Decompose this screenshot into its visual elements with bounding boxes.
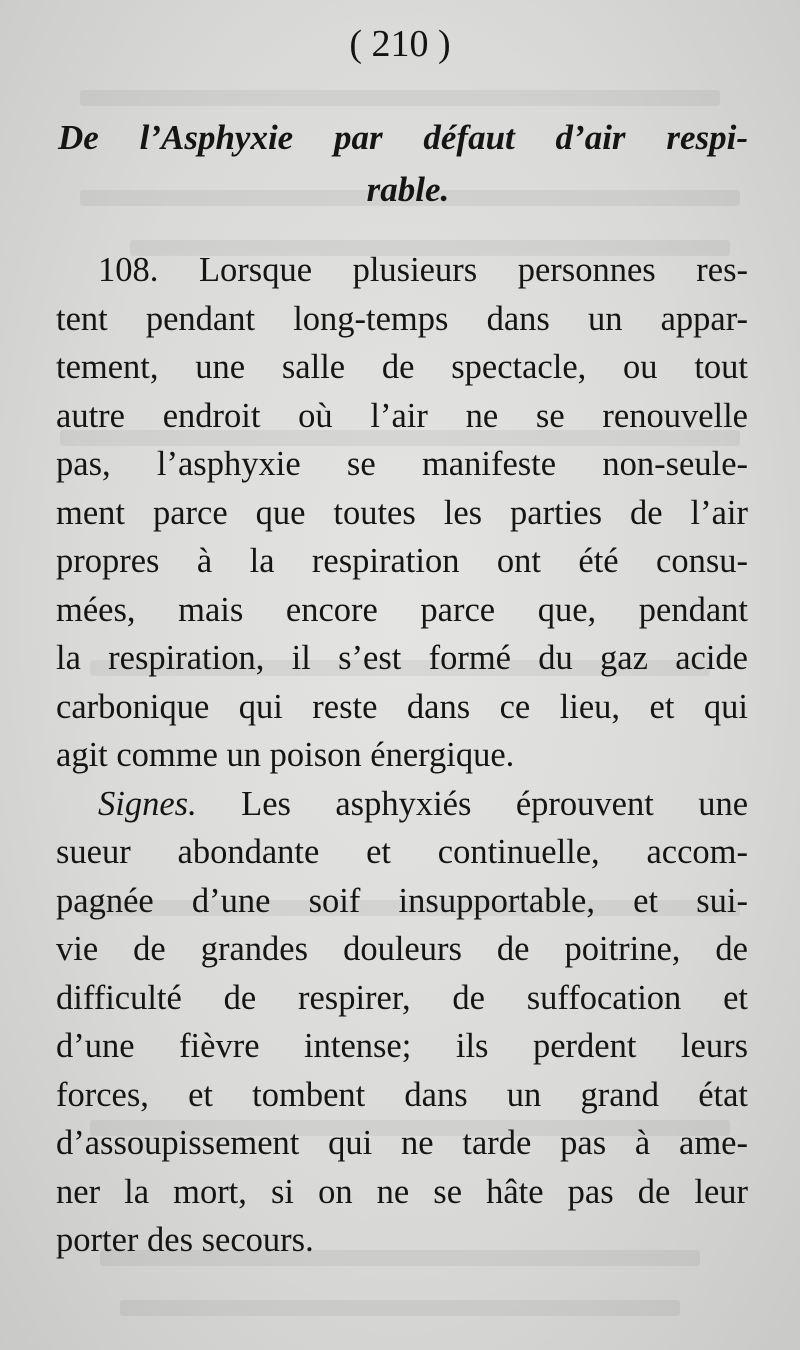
heading-line-1: De l’Asphyxie par défaut d’air respi- [58, 118, 748, 157]
paragraph-1-line: agit comme un poison énergique. [56, 736, 515, 774]
signes-lead: Signes. [98, 784, 197, 823]
paragraph-1-line: pas, l’asphyxie se manifeste non-seule- [56, 445, 748, 483]
paragraph-2-line: ner la mort, si on ne se hâte pas de leur [56, 1172, 748, 1211]
paragraph-2-first-line [56, 780, 748, 829]
paragraph-2-line: vie de grandes douleurs de poitrine, de [56, 930, 748, 968]
paragraph-2-line: pagnée d’une soif insupportable, et sui- [56, 881, 748, 920]
paragraph-2-line: difficulté de respirer, de suffocation et [56, 978, 748, 1017]
paragraph-2-first-line-text: Les asphyxiés éprouvent une [241, 784, 749, 823]
paragraph-1-line: propres à la respiration ont été consu- [56, 542, 748, 580]
page-number: ( 210 ) [349, 23, 451, 65]
paragraph-1-line: autre endroit où l’air ne se renouvelle [56, 396, 748, 435]
paragraph-1-line: ment parce que toutes les parties de l’air [56, 493, 748, 532]
heading-line-2: rable. [366, 170, 450, 209]
paragraph-1-line: tement, une salle de spectacle, ou tout [56, 348, 748, 386]
paragraph-1-line: la respiration, il s’est formé du gaz acide [56, 639, 748, 677]
paragraph-2-line: d’assoupissement qui ne tarde pas à ame- [56, 1124, 748, 1162]
paragraph-1-line: 108. Lorsque plusieurs personnes res- [98, 251, 748, 289]
paragraph-1-line: mées, mais encore parce que, pendant [56, 590, 748, 629]
paragraph-2-line: d’une fièvre intense; ils perdent leurs [56, 1027, 748, 1065]
paragraph-2-line: sueur abondante et continuelle, accom- [56, 833, 748, 871]
paragraph-2-line: porter des secours. [56, 1221, 314, 1259]
section-heading [58, 112, 748, 216]
paragraph-1-line: carbonique qui reste dans ce lieu, et qui [56, 687, 748, 726]
paragraph-2-line: forces, et tombent dans un grand état [56, 1075, 748, 1114]
body-text [56, 246, 748, 1265]
paragraph-1-line: tent pendant long-temps dans un appar- [56, 299, 748, 338]
